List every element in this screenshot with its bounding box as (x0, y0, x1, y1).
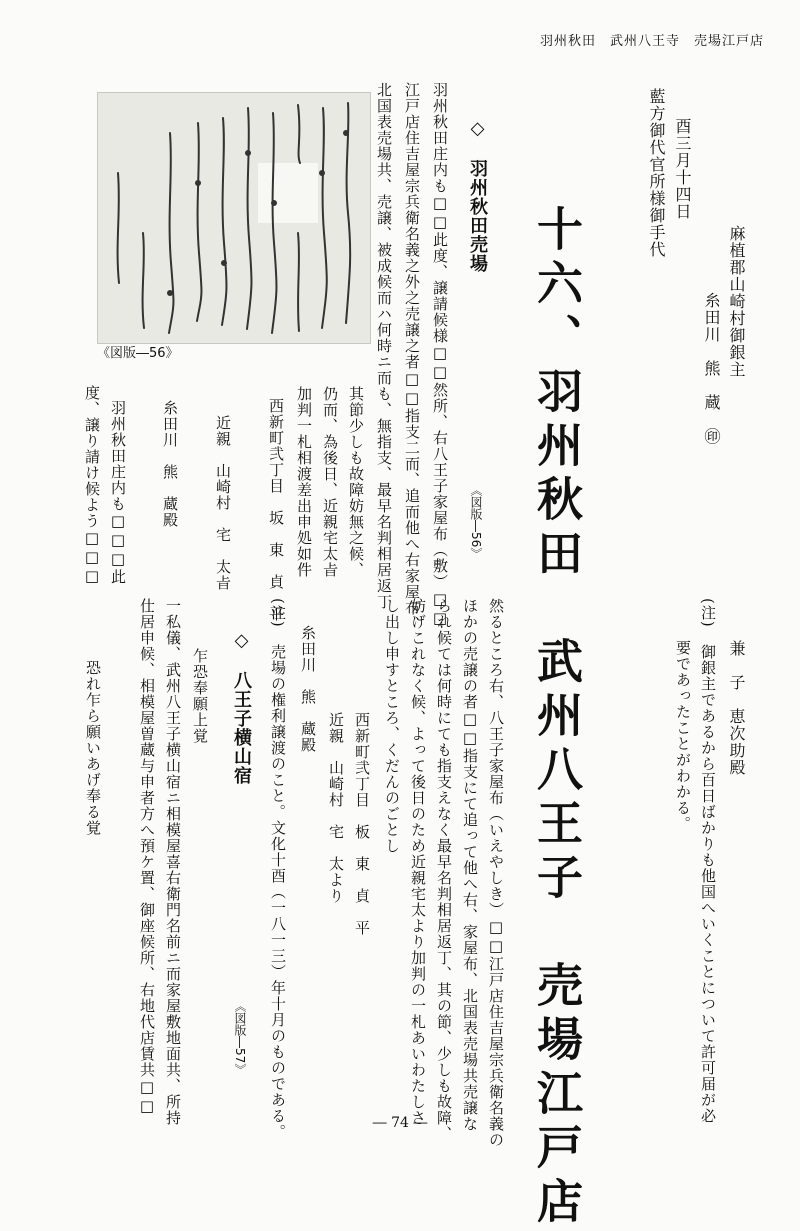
document-line: 恐れ乍ら願いあげ奉る覚 (84, 660, 102, 836)
figure-reference: 《図版―56》 (469, 484, 483, 560)
document-line: 北国表売場共、売譲、被成候而ハ何時ニ而も、無指支、最早名判相居返丁 (375, 82, 393, 610)
addressee-line: 麻植郡山崎村御銀主 (727, 225, 746, 378)
translation-line: られ候ては何時にても指支えなく最早名判相居返丁、其の節、少しも故障、 (435, 598, 453, 1142)
signature-line: 西新町弐丁目 坂 東 貞 平 (267, 398, 285, 622)
running-head: 羽州秋田 武州八王寺 売場江戸店 (539, 34, 764, 49)
document-line: 加判一札相渡差出申処如件 (295, 386, 313, 578)
document-line: 一私儀、武州八王子横山宿ニ相模屋喜右衛門名前ニ而家屋敷地面共、所持 (164, 598, 182, 1126)
signer-line: 兼 子 恵次助殿 (727, 640, 746, 776)
addressee-name: 糸田川 熊 蔵 ㊞ (702, 292, 721, 445)
signature-line: 糸田川 熊 蔵殿 (299, 625, 317, 753)
section-heading: ◇ 羽州秋田売場 (467, 118, 488, 273)
signature-line: 近親 山崎村 宅 太㫖 (214, 415, 232, 591)
translation-line: し出し申すところ、くだんのごとし (383, 598, 401, 854)
document-photo (97, 92, 371, 344)
translation-line: ほかの売譲の者□□指支にて追って他へ右、家屋布、北国表売場共売譲な (461, 598, 479, 1132)
office-line: 藍方御代官所様御手代 (647, 88, 666, 258)
figure-reference: 《図版―57》 (233, 1000, 247, 1076)
signature-line: 近親 山崎村 宅 太より (327, 712, 345, 904)
translation-line: 然るところ右、八王子家屋布（いえやしき）□□江戸店住吉屋宗兵衛名義の (487, 598, 505, 1148)
signature-line: 西新町弐丁目 板 東 貞 平 (353, 712, 371, 936)
note-line: 要であったことがわかる。 (674, 640, 692, 832)
document-line: 乍恐奉願上覚 (191, 648, 209, 744)
page-number: ― 74 ― (372, 1115, 428, 1131)
document-line: 江戸店住吉屋宗兵衛名義之外之売譲之者□□指支二而、追而他へ右家屋布、 (403, 82, 421, 632)
document-line: 其節少しも故障妨無之候、 (347, 386, 365, 578)
handwritten-document-image (98, 93, 370, 343)
document-line: 仕居申候、相模屋曽蔵与申者方へ預ケ置、御座候所、右地代店賃共□□ (138, 598, 156, 1116)
photo-caption: 《図版―56》 (97, 346, 179, 361)
document-line: 度、譲り請け候よう□□□ (83, 385, 101, 586)
signature-line: 糸田川 熊 蔵殿 (161, 400, 179, 528)
note-line: (注) 売場の権利譲渡のこと。文化十酉（一八一三）年十月のものである。 (269, 598, 287, 1140)
note-line: (注) 御銀主であるから百日ばかりも他国へいくことについて許可届が必 (699, 598, 717, 1124)
document-line: 羽州秋田庄内も□□此度、譲請候様□□然所、右八王子家屋布（敷）□□ (431, 82, 449, 628)
date-line: 酉三月十四日 (673, 118, 692, 220)
section-heading: ◇ 八王子横山宿 (231, 630, 252, 785)
translation-line: 妨げこれなく候、よって後日のため近親宅太より加判の一札あいわたしさ (409, 598, 427, 1126)
document-line: 仍而、為後日、近親宅太㫖 (321, 386, 339, 578)
document-line: 羽州秋田庄内も□□□此 (109, 400, 127, 585)
page-title: 十六、羽州秋田 武州八王子 売場江戸店 (530, 205, 584, 1231)
